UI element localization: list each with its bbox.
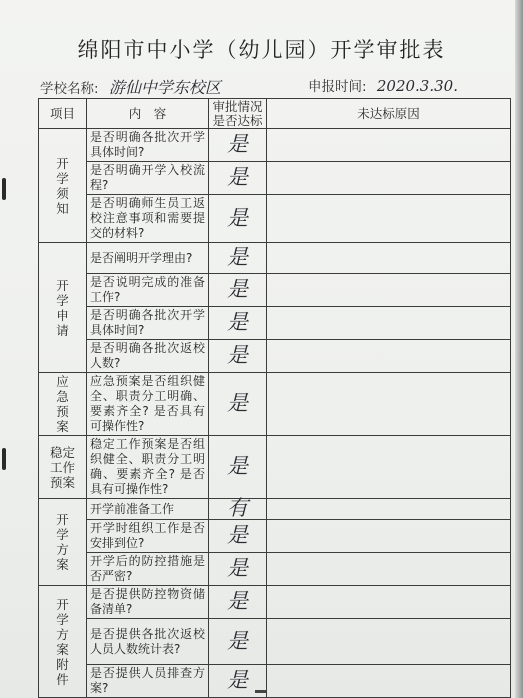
row-reason (267, 195, 511, 243)
row-status: 是 (227, 343, 248, 367)
row-content: 是否说明完成的准备工作? (87, 274, 209, 307)
row-content: 是否提供各批次返校人员人数统计表? (87, 619, 209, 665)
row-status: 是 (227, 523, 248, 547)
section-label: 开学申请 (56, 277, 69, 338)
header-row (39, 99, 511, 129)
row-status: 是 (227, 132, 248, 156)
row-status: 是 (227, 277, 248, 301)
row-content: 是否明确各批次返校人数? (87, 340, 209, 373)
row-content: 是否提供人员排查方案? (87, 665, 209, 698)
table-row (39, 274, 511, 307)
school-label: 学校名称: (40, 81, 99, 97)
section-label: 稳定工作预案 (49, 444, 75, 490)
section-label: 应急预案 (56, 374, 69, 434)
row-reason (267, 274, 511, 307)
row-status: 有 (227, 496, 248, 520)
row-reason (267, 665, 511, 698)
row-content: 开学后的防控措施是否严密? (87, 553, 209, 586)
table-row (39, 499, 511, 520)
approval-table (38, 98, 511, 698)
table-row (39, 162, 511, 195)
row-reason (267, 499, 511, 520)
page-edge (515, 0, 523, 698)
date-label: 申报时间: (308, 79, 367, 95)
row-reason (267, 619, 511, 665)
table-row (39, 307, 511, 340)
table-row (39, 195, 511, 243)
row-reason (267, 129, 511, 162)
binding-mark (2, 178, 6, 200)
section-label: 开学方案 (56, 512, 69, 572)
row-status: 是 (227, 310, 248, 334)
row-status: 是 (227, 556, 248, 580)
table-row (39, 436, 511, 499)
binding-mark (2, 448, 6, 470)
table-row (39, 129, 511, 162)
row-reason (267, 307, 511, 340)
row-content: 是否明确各批次开学具体时间? (87, 129, 209, 162)
school-value: 游仙中学东校区 (108, 78, 221, 97)
row-status: 是 (227, 454, 248, 478)
row-content: 是否提供防控物资储备清单? (87, 586, 209, 619)
table-row (39, 553, 511, 586)
row-reason (267, 553, 511, 586)
row-content: 开学前准备工作 (87, 499, 209, 520)
table-row (39, 373, 511, 436)
row-content: 应急预案是否组织健全、职责分工明确、要素齐全? 是否具有可操作性? (87, 373, 209, 436)
date-value: 2020.3.30. (376, 77, 458, 95)
row-reason (267, 586, 511, 619)
row-content: 是否明确师生员工返校注意事项和需要提交的材料? (87, 195, 209, 243)
form-title: 绵阳市中小学（幼儿园）开学审批表 (77, 38, 446, 62)
row-content: 是否明确各批次开学具体时间? (87, 307, 209, 340)
table-row (39, 665, 511, 698)
table-row (39, 586, 511, 619)
row-status: 是 (227, 245, 248, 269)
row-reason (267, 373, 511, 436)
header-status: 审批情况是否达标 (209, 99, 267, 129)
table-row (39, 340, 511, 373)
table-row (39, 619, 511, 665)
header-content: 内 容 (87, 99, 209, 129)
row-status: 是 (227, 628, 248, 653)
row-reason (267, 436, 511, 499)
row-content: 稳定工作预案是否组织健全、职责分工明确、要素齐全? 是否具有可操作性? (87, 436, 209, 499)
table-row (39, 243, 511, 274)
section-label: 开学须知 (56, 155, 69, 216)
school-field (40, 75, 221, 98)
section-label: 开学方案附件 (56, 596, 69, 687)
row-content: 是否阐明开学理由? (87, 243, 209, 274)
row-reason (267, 340, 511, 373)
row-content: 开学时组织工作是否安排到位? (87, 520, 209, 553)
date-field (308, 75, 458, 95)
row-status: 是 (227, 589, 248, 613)
row-status: 是 (227, 165, 248, 189)
row-status: 是 (227, 391, 248, 415)
row-status: 是 (227, 205, 248, 230)
header-reason: 未达标原因 (267, 99, 511, 129)
table-row (39, 520, 511, 553)
row-reason (267, 520, 511, 553)
row-reason (267, 162, 511, 195)
row-content: 是否明确开学入校流程? (87, 162, 209, 195)
row-reason (267, 243, 511, 274)
header-item: 项目 (39, 99, 87, 129)
row-status: 是 (227, 668, 248, 692)
